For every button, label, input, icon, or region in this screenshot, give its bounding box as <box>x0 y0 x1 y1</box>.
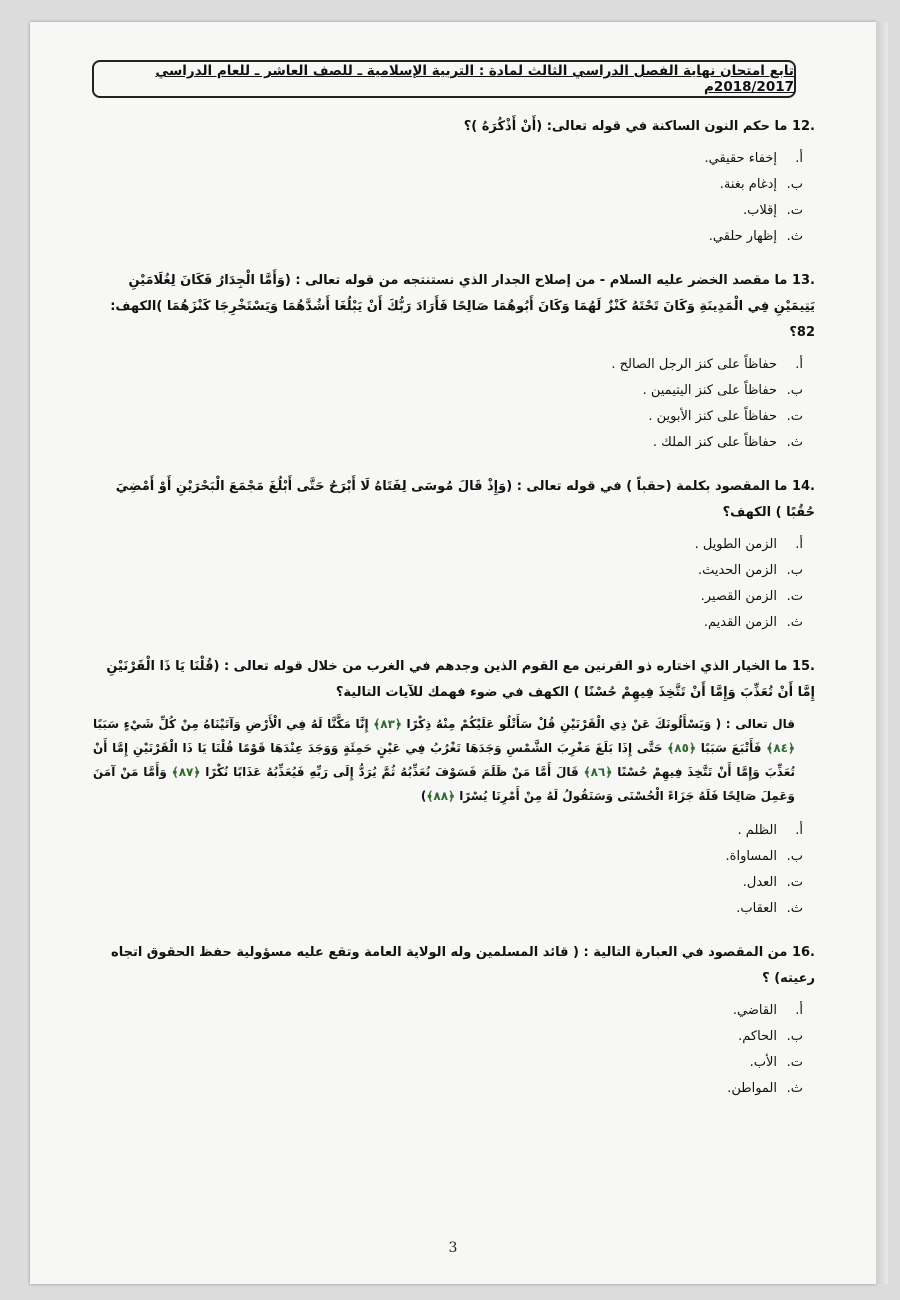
option-text: المواطن. <box>727 1081 777 1096</box>
question-14 <box>85 474 815 636</box>
question-13 <box>85 268 815 456</box>
option-letter: ب. <box>786 177 803 192</box>
question-text <box>85 474 815 526</box>
option-letter: ث. <box>786 615 803 630</box>
page-edge-shadow <box>876 22 888 1284</box>
option-d <box>85 896 803 922</box>
ayah-number: ﴿٨٣﴾ <box>373 717 402 731</box>
option-d <box>85 224 803 250</box>
option-text: الأب. <box>749 1055 777 1070</box>
exam-header-title: تابع امتحان نهاية الفصل الدراسي الثالث لمادة : التربية الإسلامية ـ للصف العاشر ـ للعام الدراسي 2018/2017م <box>155 63 794 95</box>
option-c <box>85 870 803 896</box>
option-text: إدغام بغنة. <box>719 177 777 192</box>
option-letter: ب. <box>786 563 803 578</box>
question-body: ما المقصود بكلمة (حقباً ) في قوله تعالى : (وَإِذْ قَالَ مُوسَى لِفَتَاهُ لَا أَبْرَحُ حَتَّى أَبْلُغَ مَجْمَعَ الْبَحْرَيْنِ أَوْ أَمْضِيَ حُقُبًا ) الكهف؟ <box>115 479 815 520</box>
option-letter: ب. <box>786 849 803 864</box>
question-15 <box>85 654 815 922</box>
option-text: حفاظاً على كنز الملك . <box>652 435 777 450</box>
question-number: 14. <box>791 479 815 494</box>
option-a <box>85 352 803 378</box>
question-text <box>85 940 815 992</box>
options-list <box>85 998 815 1102</box>
option-c <box>85 404 803 430</box>
option-b <box>85 172 803 198</box>
question-body: ما مقصد الخضر عليه السلام - من إصلاح الجدار الذي نستنتجه من قوله تعالى : (وَأَمَّا الْجِدَارُ فَكَانَ لِغُلَامَيْنِ يَتِيمَيْنِ فِي الْمَدِينَةِ وَكَانَ تَحْتَهُ كَنْزٌ لَهُمَا وَكَانَ أَبُوهُمَا صَالِحًا فَأَرَادَ رَبُّكَ أَنْ يَبْلُغَا أَشُدَّهُمَا وَيَسْتَخْرِجَا كَنْزَهُمَا )الكهف: 82؟ <box>110 273 815 340</box>
ayah-number: ﴿٨٥﴾ <box>667 741 696 755</box>
option-b <box>85 844 803 870</box>
option-d <box>85 430 803 456</box>
option-text: القاضي. <box>732 1003 777 1018</box>
option-c <box>85 584 803 610</box>
option-text: العدل. <box>742 875 777 890</box>
quote-text: حَتَّى إِذَا بَلَغَ مَغْرِبَ الشَّمْسِ وَجَدَهَا تَغْرُبُ فِي عَيْنٍ حَمِئَةٍ وَوَجَدَ عِنْدَهَا قَوْمًا قُلْنَا يَا ذَا الْقَرْنَيْنِ إِمَّا أَنْ تُعَذِّبَ وَإِمَّا أَنْ تَتَّخِذَ فِيهِمْ حُسْنًا <box>93 741 795 779</box>
option-c <box>85 1050 803 1076</box>
option-text: الزمن القديم. <box>703 615 777 630</box>
question-body: ما الخيار الذي اختاره ذو القرنين مع القوم الذين وجدهم في الغرب من خلال قوله تعالى : (قُلْنَا يَا ذَا الْقَرْنَيْنِ إِمَّا أَنْ تُعَذِّبَ وَإِمَّا أَنْ تَتَّخِذَ فِيهِمْ حُسْنًا ) الكهف في ضوء فهمك للآيات التالية؟ <box>106 659 815 700</box>
option-letter: ث. <box>786 901 803 916</box>
questions-area <box>85 114 815 1120</box>
option-text: حفاظاً على كنز الرجل الصالح . <box>611 357 777 372</box>
question-text <box>85 654 815 706</box>
option-text: الظلم . <box>737 823 777 838</box>
question-body: ما حكم النون الساكنة في قوله تعالى: (أَنْ أَذْكُرَهُ )؟ <box>463 119 788 134</box>
quote-text: ) <box>420 789 427 803</box>
ayah-number: ﴿٨٤﴾ <box>766 741 796 755</box>
option-letter: ت. <box>786 589 803 604</box>
option-a <box>85 532 803 558</box>
option-letter: ث. <box>786 1081 803 1096</box>
option-letter: أ. <box>795 357 803 372</box>
option-letter: أ. <box>795 537 803 552</box>
option-letter: أ. <box>795 823 803 838</box>
option-letter: أ. <box>795 151 803 166</box>
option-letter: ث. <box>786 435 803 450</box>
quote-text: قَالَ أَمَّا مَنْ ظَلَمَ فَسَوْفَ نُعَذِّبُهُ ثُمَّ يُرَدُّ إِلَى رَبِّهِ فَيُعَذِّبُهُ عَذَابًا نُكْرًا <box>200 765 584 779</box>
option-text: الزمن الحديث. <box>697 563 777 578</box>
exam-page <box>30 22 876 1284</box>
options-list <box>85 818 815 922</box>
option-b <box>85 378 803 404</box>
option-letter: ت. <box>786 409 803 424</box>
question-body: من المقصود في العبارة التالية : ( قائد المسلمين وله الولاية العامة وتقع عليه مسؤولية حفظ الحقوق اتجاه رعيته) ؟ <box>111 945 815 986</box>
option-d <box>85 610 803 636</box>
options-list <box>85 352 815 456</box>
quote-text: إِنَّا مَكَّنَّا لَهُ فِي الْأَرْضِ وَآتَيْنَاهُ مِنْ كُلِّ شَيْءٍ سَبَبًا <box>93 717 374 731</box>
quran-quote-block <box>85 708 815 812</box>
option-text: إظهار حلقي. <box>708 229 777 244</box>
question-number: 13. <box>791 273 815 288</box>
option-text: الزمن القصير. <box>700 589 777 604</box>
question-number: 12. <box>791 119 815 134</box>
ayah-number: ﴿٨٦﴾ <box>583 765 613 779</box>
ayah-number: ﴿٨٧﴾ <box>171 765 201 779</box>
page-number: 3 <box>448 1240 458 1256</box>
option-letter: أ. <box>795 1003 803 1018</box>
question-12 <box>85 114 815 250</box>
option-b <box>85 1024 803 1050</box>
option-text: حفاظاً على كنز الأبوين . <box>648 409 777 424</box>
ayah-number: ﴿٨٨﴾ <box>426 789 456 803</box>
option-letter: ت. <box>786 875 803 890</box>
option-d <box>85 1076 803 1102</box>
options-list <box>85 532 815 636</box>
option-letter: ت. <box>786 1055 803 1070</box>
option-text: الزمن الطويل . <box>694 537 777 552</box>
option-a <box>85 146 803 172</box>
option-c <box>85 198 803 224</box>
option-text: الحاكم. <box>738 1029 777 1044</box>
option-text: المساواة. <box>725 849 777 864</box>
option-letter: ب. <box>786 383 803 398</box>
exam-header <box>92 60 796 98</box>
options-list <box>85 146 815 250</box>
quote-text: قال تعالى : ( وَيَسْأَلُونَكَ عَنْ ذِي الْقَرْنَيْنِ قُلْ سَأَتْلُو عَلَيْكُمْ مِنْهُ ذِكْرًا <box>401 717 795 731</box>
option-text: العقاب. <box>736 901 777 916</box>
option-letter: ث. <box>786 229 803 244</box>
option-text: إخفاء حقيقي. <box>704 151 777 166</box>
option-text: حفاظاً على كنز اليتيمين . <box>642 383 777 398</box>
option-a <box>85 818 803 844</box>
option-letter: ت. <box>786 203 803 218</box>
option-b <box>85 558 803 584</box>
quote-text: فَأَتْبَعَ سَبَبًا <box>695 741 767 755</box>
quote-text: وَأَمَّا مَنْ آمَنَ وَعَمِلَ صَالِحًا فَلَهُ جَزَاءً الْحُسْنَى وَسَنَقُولُ لَهُ مِنْ أَمْرِنَا يُسْرًا <box>93 765 795 803</box>
option-a <box>85 998 803 1024</box>
question-text <box>85 114 815 140</box>
option-text: إقلاب. <box>743 203 777 218</box>
option-letter: ب. <box>786 1029 803 1044</box>
question-number: 16. <box>791 945 815 960</box>
question-number: 15. <box>791 659 815 674</box>
question-16 <box>85 940 815 1102</box>
question-text <box>85 268 815 346</box>
